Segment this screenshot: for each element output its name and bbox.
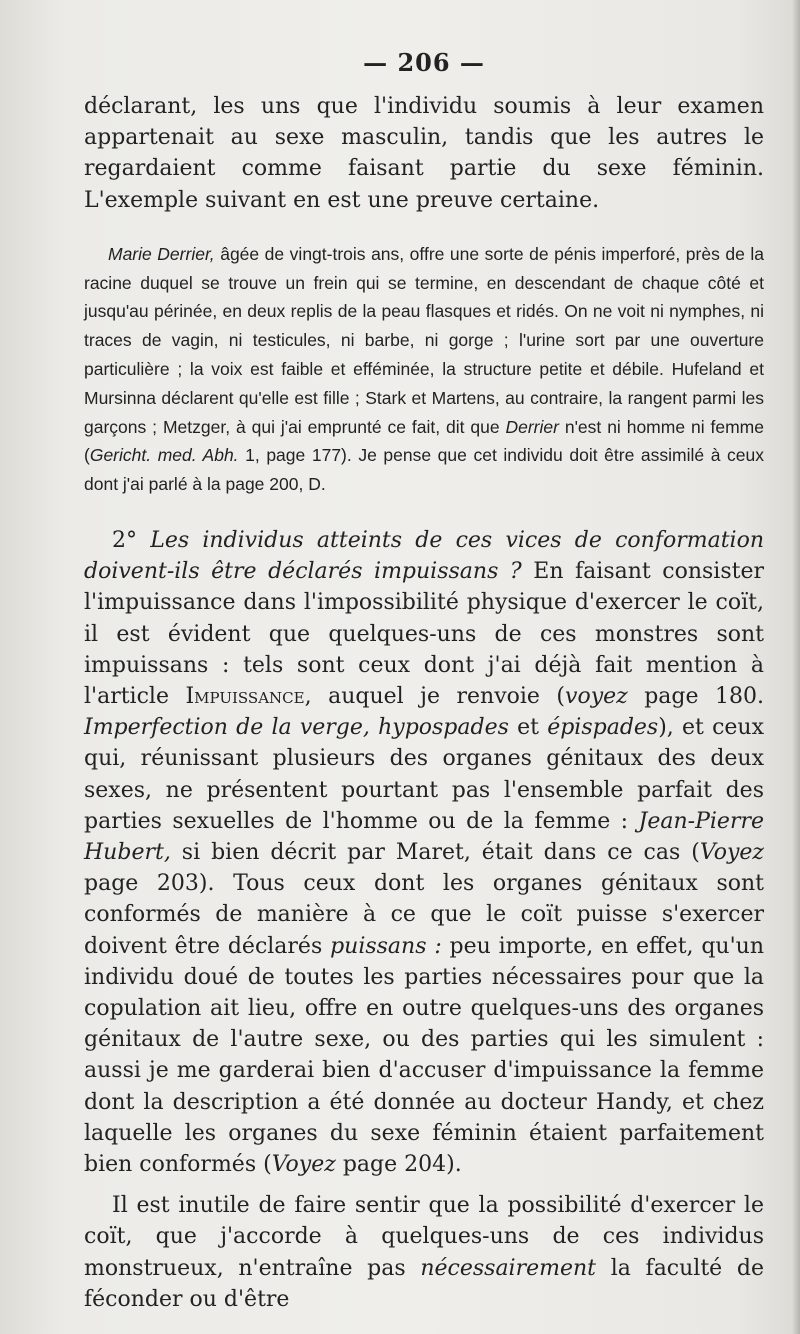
paragraph-3 bbox=[84, 1190, 764, 1315]
person-name: Jean-Pierre Hubert, bbox=[84, 808, 764, 866]
text-run: et bbox=[508, 715, 548, 741]
text-run: page 203). Tous ceux dont les organes génitaux sont conformés de manière à ce que le coït puisse s'exercer doivent être déclarés bbox=[84, 871, 764, 959]
person-name: Marie Derrier, bbox=[108, 243, 215, 264]
text-run: En faisant consister l'impuissance dans l'impossibilité physique d'exercer le coït, il est évident que quelques-uns de ces monstres sont impuissans : tels sont ceux dont j'ai déjà fait mention à l'article bbox=[84, 559, 765, 709]
italic-term: épispades bbox=[547, 715, 659, 741]
text-run: , auquel je renvoie ( bbox=[304, 684, 566, 709]
page-number: — 206 — bbox=[363, 48, 485, 77]
text-run: Il est inutile de faire sentir que la possibilité d'exercer le coït, que j'accorde à quelques-uns de ces individus monstrueux, n'entraîne pas bbox=[84, 1193, 764, 1281]
person-name-2: Derrier bbox=[505, 416, 559, 437]
text-run: la faculté de féconder ou d'être bbox=[84, 1255, 764, 1312]
paragraph-2 bbox=[84, 525, 764, 1180]
voyez-ref: Voyez bbox=[271, 1152, 336, 1178]
text-run: page 204). bbox=[335, 1152, 462, 1178]
article-reference: Impuissance bbox=[185, 684, 305, 709]
italic-term: nécessairement bbox=[420, 1255, 597, 1281]
paragraph-1: déclarant, les uns que l'individu soumis à leur examen appartenait au sexe masculin, tandis que les autres le regardaient comme faisant partie du sexe féminin. L'exemple suivant en est une preuve certaine. bbox=[84, 94, 764, 213]
text-run: page 180. bbox=[627, 684, 765, 709]
note-text-2: n'est ni homme ni femme ( bbox=[84, 416, 764, 466]
page-edge-shadow bbox=[792, 0, 800, 1334]
reference-title: Gericht. med. Abh. bbox=[89, 445, 239, 466]
voyez-ref: voyez bbox=[565, 684, 628, 709]
italic-term: Imperfection de la verge, hypospades bbox=[84, 715, 509, 741]
note-text-1: âgée de vingt-trois ans, offre une sorte de pénis imperforé, près de la racine duquel se trouve un frein qui se termine, en descendant de chaque côté et jusqu'au périnée, en deux replis de la peau flasques et ridés. On ne voit ni nymphes, ni traces de vagin, ni testicules, ni barbe, ni gorge ; l'urine sort par une ouverture particulière ; la voix est faible et efféminée, la structure petite et débile. Hufeland et Mursinna déclarent qu'elle est fille ; Stark et Martens, au contraire, la rangent parmi les garçons ; Metzger, à qui j'ai emprunté ce fait, dit que bbox=[84, 243, 764, 437]
note-text-3: 1, page 177). Je pense que cet individu doit être assimilé à ceux dont j'ai parlé à la page 200, D. bbox=[84, 445, 764, 495]
text-run: ), et ceux qui, réunissant plusieurs des organes génitaux des deux sexes, ne présentent pourtant pas l'ensemble parfait des parties sexuelles de l'homme ou de la femme : bbox=[84, 715, 764, 834]
voyez-ref: Voyez bbox=[699, 840, 764, 866]
section-number: 2° bbox=[112, 527, 151, 553]
text-run: peu importe, en effet, qu'un individu doué de toutes les parties nécessaires pour que la copulation ait lieu, offre en outre quelques-uns des organes génitaux de l'autre sexe, ou des parties qui les simulent : aussi je me garderai bien d'accuser d'impuissance la femme dont la description a été donnée au docteur Handy, et chez laquelle les organes du sexe féminin étaient parfaitement bien conformés ( bbox=[84, 933, 764, 1178]
italic-term: puissans : bbox=[330, 933, 442, 959]
text-run: si bien décrit par Maret, était dans ce cas ( bbox=[170, 840, 700, 866]
case-note bbox=[84, 240, 764, 499]
section-question: Les individus atteints de ces vices de conformation doivent-ils être déclarés impuissans ? bbox=[84, 527, 764, 585]
